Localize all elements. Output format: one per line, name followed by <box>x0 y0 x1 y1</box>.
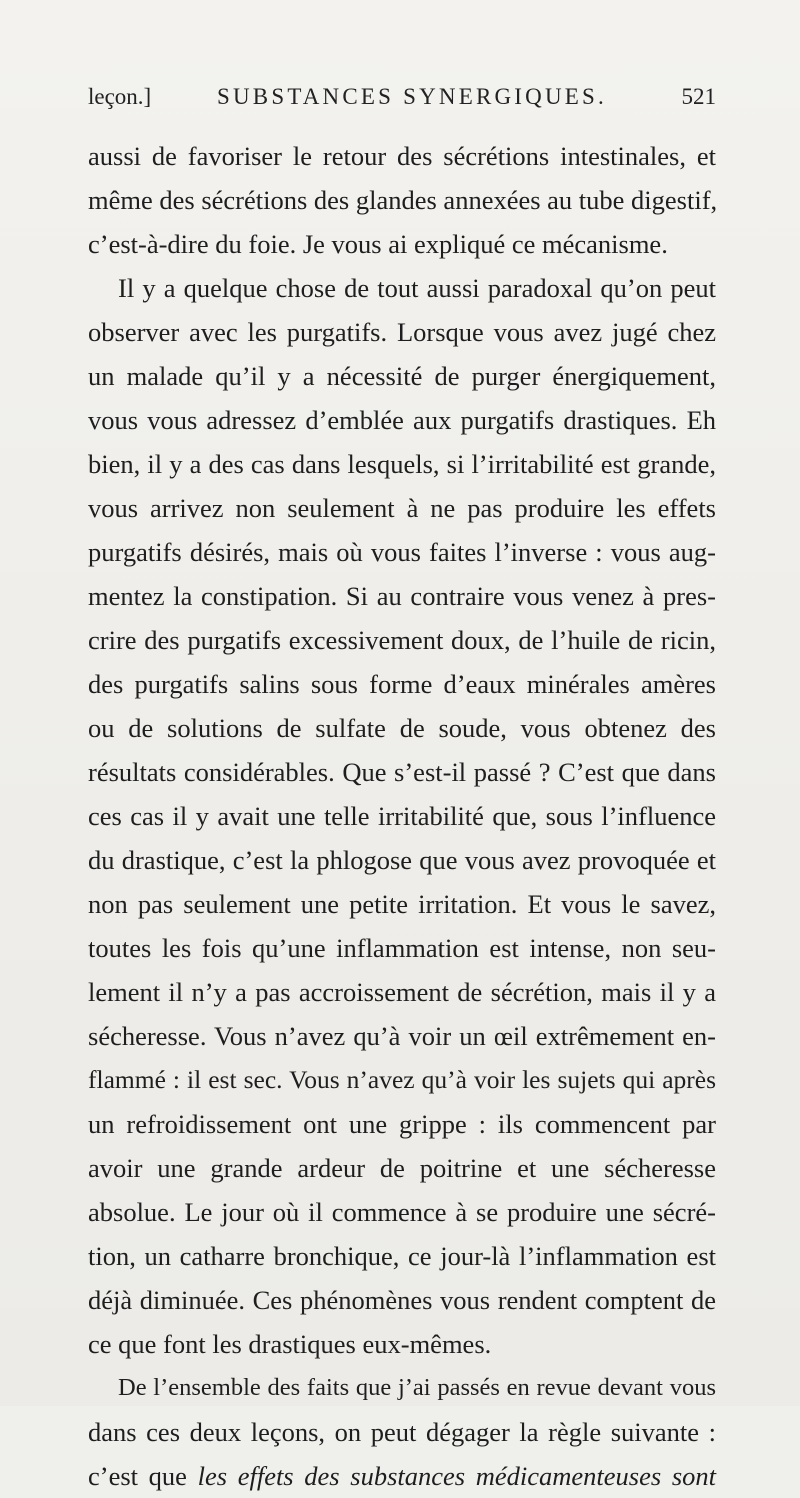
text-line: un refroidissement ont une grippe : ils commencent par <box>88 1109 716 1139</box>
text-line: ces cas il y avait une telle irritabilité que, sous l’influence <box>88 801 716 831</box>
text-line: du drastique, c’est la phlogose que vous avez provoquée et <box>88 845 716 875</box>
text-line: lement il n’y a pas accroissement de sécrétion, mais il y a <box>88 977 716 1007</box>
text-line-final <box>88 1454 716 1498</box>
text-line: mentez la constipation. Si au contraire vous venez à pres- <box>88 581 716 611</box>
text-line: dans ces deux leçons, on peut dégager la règle suivante : <box>88 1417 716 1447</box>
body-text <box>88 134 716 1498</box>
page-number: 521 <box>681 84 716 109</box>
text-line: purgatifs désirés, mais où vous faites l’inverse : vous aug- <box>88 537 716 567</box>
text-line: tion, un catharre bronchique, ce jour-là l’inflammation est <box>88 1241 716 1271</box>
header-lesson-label: leçon.] <box>88 84 152 109</box>
running-header <box>88 82 716 112</box>
text-line: observer avec les purgatifs. Lorsque vous avez jugé chez <box>88 317 716 347</box>
text-line: De l’ensemble des faits que j’ai passés en revue devant vous <box>118 1374 716 1401</box>
text-line: c’est-à-dire du foie. Je vous ai expliqué ce mécanisme. <box>88 229 668 259</box>
text-line: bien, il y a des cas dans lesquels, si l’irritabilité est grande, <box>88 449 716 479</box>
text-line: flammé : il est sec. Vous n’avez qu’à voir les sujets qui après <box>88 1065 716 1094</box>
text-line: ce que font les drastiques eux-mêmes. <box>88 1329 492 1359</box>
text-line: toutes les fois qu’une inflammation est intense, non seu- <box>88 933 716 963</box>
text-line: un malade qu’il y a nécessité de purger énergiquement, <box>88 361 716 391</box>
text-line: vous vous adressez d’emblée aux purgatifs drastiques. Eh <box>88 405 716 435</box>
header-title: SUBSTANCES SYNERGIQUES. <box>217 84 607 109</box>
text-line: non pas seulement une petite irritation. Et vous le savez, <box>88 889 716 919</box>
text-line-italic: les effets des substances médicamenteuses sont <box>197 1461 717 1491</box>
text-line: sécheresse. Vous n’avez qu’à voir un œil extrêmement en- <box>88 1021 716 1051</box>
text-line: résultats considérables. Que s’est-il passé ? C’est que dans <box>88 757 716 787</box>
text-line: ou de solutions de sulfate de soude, vous obtenez des <box>88 713 716 743</box>
text-line: des purgatifs salins sous forme d’eaux minérales amères <box>88 669 716 699</box>
text-line: déjà diminuée. Ces phénomènes vous rendent comptent de <box>88 1285 716 1315</box>
text-line: crire des purgatifs excessivement doux, de l’huile de ricin, <box>88 625 716 655</box>
text-line: vous arrivez non seulement à ne pas produire les effets <box>88 493 716 523</box>
text-line: Il y a quelque chose de tout aussi paradoxal qu’on peut <box>118 273 716 303</box>
text-line: absolue. Le jour où il commence à se produire une sécré- <box>88 1197 716 1227</box>
text-line: aussi de favoriser le retour des sécrétions intestinales, et <box>88 141 716 171</box>
text-line-roman: c’est que <box>88 1461 198 1491</box>
text-line: avoir une grande ardeur de poitrine et une sécheresse <box>88 1153 716 1183</box>
text-line: même des sécrétions des glandes annexées au tube digestif, <box>88 185 718 215</box>
